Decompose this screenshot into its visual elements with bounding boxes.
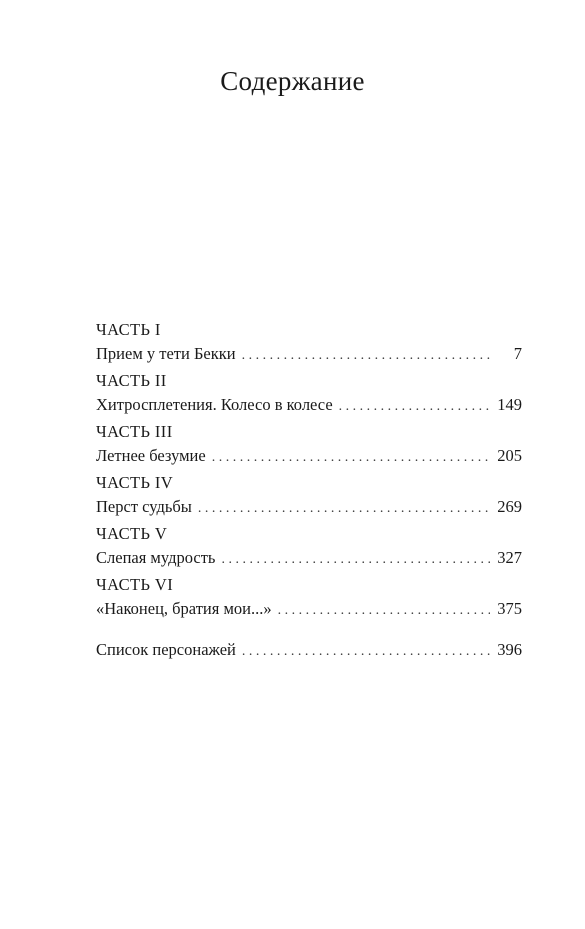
toc-entry [96, 597, 522, 622]
dot-leader [212, 446, 490, 470]
entry-page-number: 205 [497, 446, 522, 465]
toc-entry [96, 444, 522, 469]
part-label: ЧАСТЬ V [96, 524, 168, 543]
entry-page-number: 396 [497, 640, 522, 659]
toc-entry-appendix [96, 638, 522, 663]
toc-entry [96, 546, 522, 571]
dot-leader [278, 599, 490, 623]
part-label: ЧАСТЬ III [96, 422, 173, 441]
dot-leader [198, 497, 490, 521]
toc-part-1 [96, 318, 522, 367]
dot-leader [242, 640, 490, 664]
toc-part-2 [96, 369, 522, 418]
section-spacer [96, 624, 522, 638]
toc-entry [96, 342, 522, 367]
part-label: ЧАСТЬ IV [96, 473, 174, 492]
toc-part-3 [96, 420, 522, 469]
dot-leader [242, 344, 490, 368]
entry-title: Слепая мудрость [96, 548, 216, 567]
entry-page-number: 375 [497, 599, 522, 618]
part-label: ЧАСТЬ VI [96, 575, 174, 594]
entry-page-number: 269 [497, 497, 522, 516]
page-title: Содержание [220, 66, 365, 96]
dot-leader [221, 548, 490, 572]
toc-entry [96, 393, 522, 418]
dot-leader [339, 395, 490, 419]
entry-title: Хитросплетения. Колесо в колесе [96, 395, 333, 414]
entry-title: Список персонажей [96, 640, 236, 659]
toc-part-5 [96, 522, 522, 571]
entry-page-number: 149 [497, 395, 522, 414]
entry-title: «Наконец, братия мои...» [96, 599, 272, 618]
entry-page-number: 327 [497, 548, 522, 567]
toc-part-6 [96, 573, 522, 622]
entry-title: Прием у тети Бекки [96, 344, 236, 363]
toc-part-4 [96, 471, 522, 520]
toc-entry [96, 495, 522, 520]
entry-page-number: 7 [513, 344, 522, 363]
entry-title: Перст судьбы [96, 497, 192, 516]
table-of-contents [96, 318, 522, 663]
entry-title: Летнее безумие [96, 446, 206, 465]
part-label: ЧАСТЬ I [96, 320, 161, 339]
part-label: ЧАСТЬ II [96, 371, 167, 390]
